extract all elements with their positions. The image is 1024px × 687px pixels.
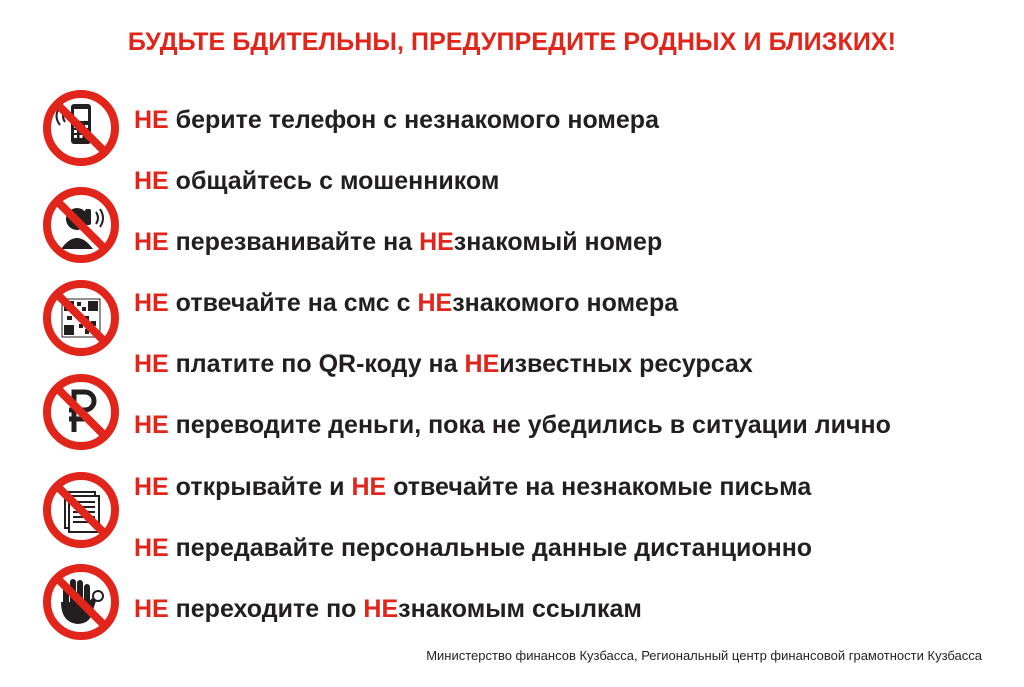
phone-prohibited-icon [41, 88, 121, 168]
rule-text: перезванивайте на [168, 228, 420, 256]
ne-marker: НЕ [134, 350, 169, 378]
rule-text: знакомого номера [452, 289, 679, 317]
ne-marker: НЕ [134, 473, 169, 501]
ne-marker: НЕ [419, 228, 454, 256]
rule-item [134, 594, 642, 624]
rule-text: общайтесь с мошенником [168, 167, 500, 195]
ne-marker: НЕ [134, 167, 169, 195]
rule-item [134, 288, 678, 318]
stop-hand-prohibited-icon [41, 562, 121, 642]
headline: БУДЬТЕ БДИТЕЛЬНЫ, ПРЕДУПРЕДИТЕ РОДНЫХ И БЛИЗКИХ! [127, 28, 897, 56]
document-prohibited-icon [41, 470, 121, 550]
rule-text: известных ресурсах [499, 350, 753, 378]
rule-text: платите по QR-коду на [168, 350, 465, 378]
ne-marker: НЕ [417, 289, 453, 317]
rule-item [134, 533, 812, 563]
ne-marker: НЕ [134, 106, 169, 134]
rule-item [134, 349, 753, 379]
ne-marker: НЕ [134, 228, 169, 256]
ne-marker: НЕ [134, 411, 169, 439]
rule-text: открывайте и [168, 473, 352, 501]
ne-marker: НЕ [134, 595, 169, 623]
rule-item [134, 410, 891, 440]
rule-item [134, 166, 499, 196]
ne-marker: НЕ [134, 534, 169, 562]
rule-text: переходите по [168, 595, 364, 623]
footer-credit: Министерство финансов Кузбасса, Региональный центр финансовой грамотности Кузбасса [426, 648, 982, 663]
rule-text: отвечайте на смс с [168, 289, 418, 317]
rule-item [134, 105, 659, 135]
rule-text: берите телефон с незнакомого номера [168, 106, 659, 134]
rule-text: знакомый номер [453, 228, 663, 256]
rule-text: переводите деньги, пока не убедились в ситуации лично [168, 411, 891, 439]
person-calling-prohibited-icon [41, 185, 121, 265]
ne-marker: НЕ [464, 350, 500, 378]
rule-text: передавайте персональные данные дистанционно [168, 534, 813, 562]
ne-marker: НЕ [134, 289, 169, 317]
ne-marker: НЕ [363, 595, 399, 623]
ne-marker: НЕ [351, 473, 387, 501]
qr-code-prohibited-icon [41, 278, 121, 358]
rule-text: отвечайте на незнакомые письма [386, 473, 812, 501]
rule-text: знакомым ссылкам [398, 595, 642, 623]
rule-item [134, 227, 662, 257]
ruble-prohibited-icon [41, 372, 121, 452]
rule-item [134, 472, 811, 502]
